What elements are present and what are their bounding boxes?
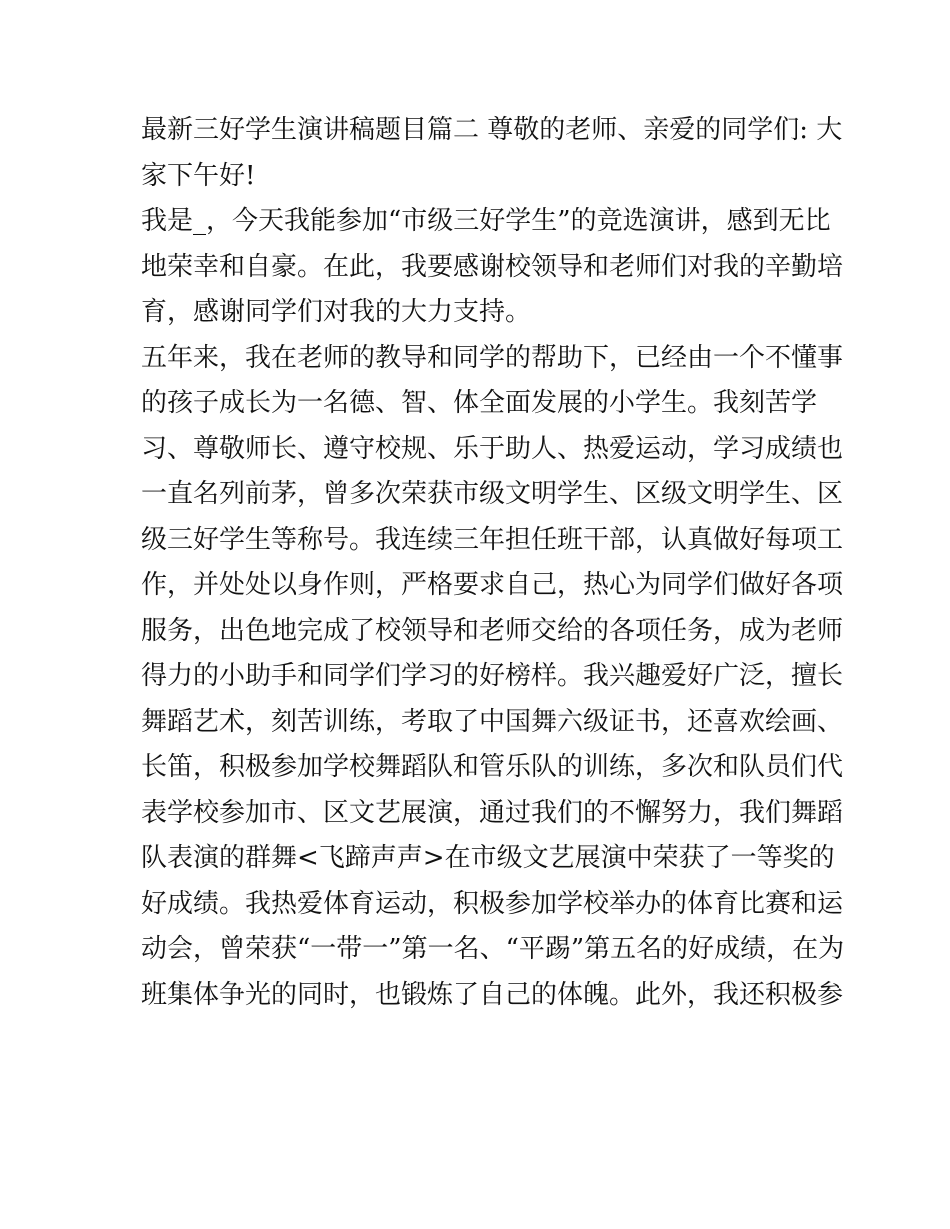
text-line: 好成绩。我热爱体育运动，积极参加学校举办的体育比赛和运 — [141, 888, 844, 919]
text-line: 的孩子成长为一名德、智、体全面发展的小学生。我刻苦学 — [141, 388, 818, 418]
text-line: 作，并处处以身作则，严格要求自己，热心为同学们做好各项 — [141, 570, 844, 600]
text-line: 习、尊敬师长、遵守校规、乐于助人、热爱运动，学习成绩也 — [141, 433, 844, 464]
text-line: 地荣幸和自豪。在此，我要感谢校领导和老师们对我的辛勤培 — [141, 251, 844, 282]
text-line: 一直名列前茅，曾多次荣获市级文明学生、区级文明学生、区 — [141, 479, 844, 509]
text-line: 表学校参加市、区文艺展演，通过我们的不懈努力，我们舞蹈 — [141, 797, 844, 828]
text-line: 我是_，今天我能参加“市级三好学生”的竞选演讲，感到无比 — [141, 206, 831, 236]
text-line: 班集体争光的同时，也锻炼了自己的体魄。此外，我还积极参 — [141, 979, 844, 1010]
text-line: 舞蹈艺术，刻苦训练，考取了中国舞六级证书，还喜欢绘画、 — [141, 706, 844, 737]
text-line: 五年来，我在老师的教导和同学的帮助下，已经由一个不懂事 — [141, 342, 844, 373]
text-line: 育，感谢同学们对我的大力支持。 — [141, 297, 532, 327]
text-line: 最新三好学生演讲稿题目篇二 尊敬的老师、亲爱的同学们: 大 — [141, 115, 843, 145]
text-line: 家下午好! — [141, 160, 256, 191]
text-line: 长笛，积极参加学校舞蹈队和管乐队的训练，多次和队员们代 — [141, 752, 844, 782]
speech-text-body — [141, 108, 845, 1018]
text-line: 动会，曾荣获“一带一”第一名、“平踢”第五名的好成绩，在为 — [141, 934, 845, 964]
text-line: 队表演的群舞<飞蹄声声>在市级文艺展演中荣获了一等奖的 — [141, 843, 835, 873]
text-line: 级三好学生等称号。我连续三年担任班干部，认真做好每项工 — [141, 524, 844, 555]
text-line: 服务，出色地完成了校领导和老师交给的各项任务，成为老师 — [141, 615, 844, 646]
text-line: 得力的小助手和同学们学习的好榜样。我兴趣爱好广泛，擅长 — [141, 661, 844, 691]
